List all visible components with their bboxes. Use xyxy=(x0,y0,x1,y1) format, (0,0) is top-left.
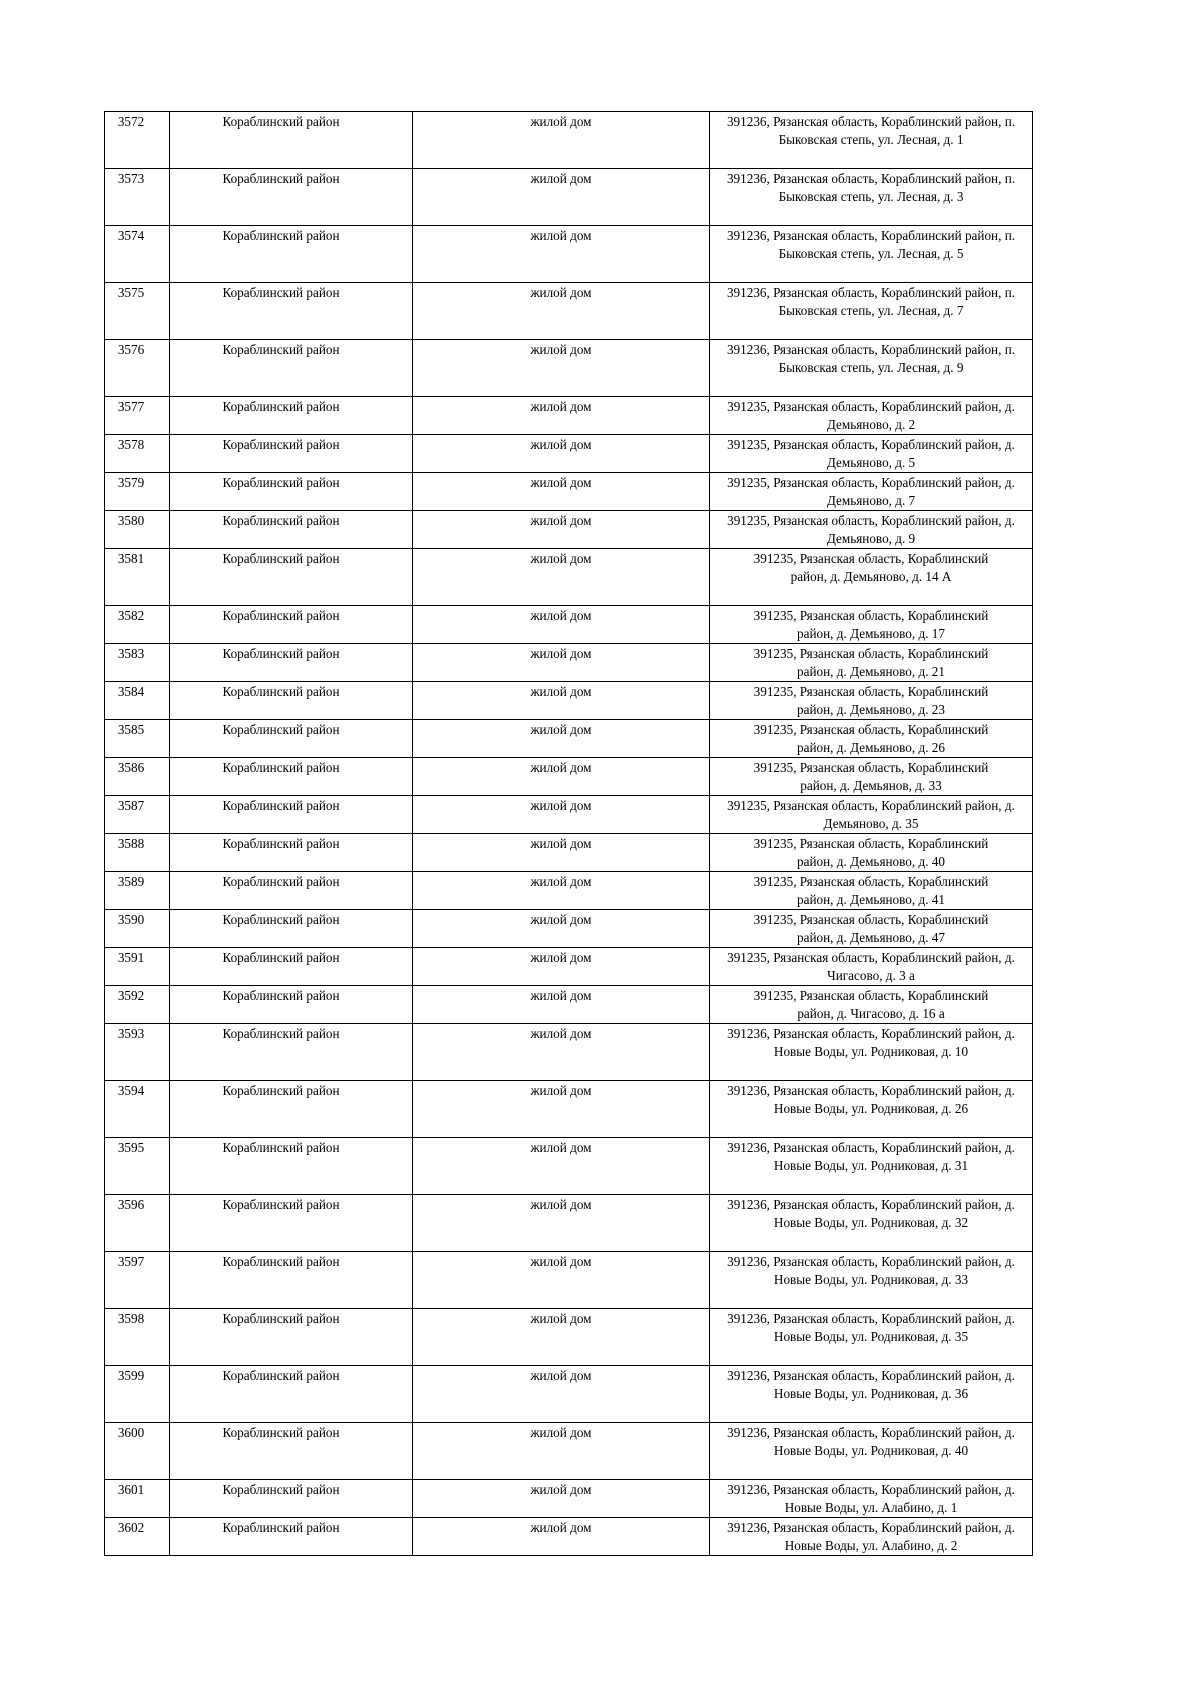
row-number xyxy=(105,872,170,910)
object-type-cell-text: жилой дом xyxy=(530,1425,592,1440)
row-number xyxy=(105,796,170,834)
object-type-cell xyxy=(413,1366,710,1423)
address-cell xyxy=(710,1138,1033,1195)
address-cell-text: 391236, Рязанская область, Кораблинский район, д. Новые Воды, ул. Родниковая, д. 35 xyxy=(727,1311,1015,1344)
object-type-cell-text: жилой дом xyxy=(530,988,592,1003)
row-number xyxy=(105,1480,170,1518)
object-type-cell xyxy=(413,682,710,720)
district-cell-text: Кораблинский район xyxy=(222,874,340,889)
object-type-cell-text: жилой дом xyxy=(530,684,592,699)
address-cell-text: 391235, Рязанская область, Кораблинский район, д. Демьяново, д. 21 xyxy=(753,646,989,679)
district-cell xyxy=(170,1024,413,1081)
address-cell-text: 391236, Рязанская область, Кораблинский район, д. Новые Воды, ул. Родниковая, д. 32 xyxy=(727,1197,1015,1230)
address-cell xyxy=(710,549,1033,606)
address-cell xyxy=(710,1480,1033,1518)
address-cell-text: 391235, Рязанская область, Кораблинский район, д. Демьяново, д. 41 xyxy=(753,874,989,907)
table-row xyxy=(105,397,1033,435)
object-type-cell-text: жилой дом xyxy=(530,342,592,357)
district-cell-text: Кораблинский район xyxy=(222,988,340,1003)
district-cell xyxy=(170,606,413,644)
district-cell xyxy=(170,435,413,473)
address-cell xyxy=(710,682,1033,720)
address-cell xyxy=(710,1309,1033,1366)
table-row xyxy=(105,834,1033,872)
row-number-text: 3580 xyxy=(117,513,145,528)
table-row xyxy=(105,796,1033,834)
row-number xyxy=(105,1081,170,1138)
address-cell xyxy=(710,340,1033,397)
address-cell xyxy=(710,435,1033,473)
row-number-text: 3586 xyxy=(117,760,145,775)
district-cell-text: Кораблинский район xyxy=(222,798,340,813)
address-cell-text: 391236, Рязанская область, Кораблинский район, п. Быковская степь, ул. Лесная, д. 7 xyxy=(726,285,1016,318)
row-number xyxy=(105,986,170,1024)
district-cell-text: Кораблинский район xyxy=(222,1254,340,1269)
row-number-text: 3596 xyxy=(117,1197,145,1212)
table-row xyxy=(105,986,1033,1024)
object-type-cell-text: жилой дом xyxy=(530,171,592,186)
row-number-text: 3594 xyxy=(117,1083,145,1098)
table-row xyxy=(105,606,1033,644)
row-number-text: 3581 xyxy=(117,551,145,566)
row-number xyxy=(105,1309,170,1366)
table-row xyxy=(105,1195,1033,1252)
object-type-cell xyxy=(413,644,710,682)
row-number xyxy=(105,511,170,549)
object-type-cell xyxy=(413,606,710,644)
address-cell-text: 391235, Рязанская область, Кораблинский район, д. Демьяново, д. 2 xyxy=(727,399,1015,432)
row-number-text: 3582 xyxy=(117,608,145,623)
district-cell xyxy=(170,948,413,986)
object-type-cell xyxy=(413,1309,710,1366)
district-cell xyxy=(170,682,413,720)
address-cell xyxy=(710,910,1033,948)
table-row xyxy=(105,473,1033,511)
district-cell xyxy=(170,511,413,549)
table-row xyxy=(105,758,1033,796)
district-cell xyxy=(170,1366,413,1423)
object-type-cell-text: жилой дом xyxy=(530,760,592,775)
object-type-cell xyxy=(413,758,710,796)
object-type-cell xyxy=(413,1195,710,1252)
address-cell-text: 391236, Рязанская область, Кораблинский район, д. Новые Воды, ул. Родниковая, д. 31 xyxy=(727,1140,1015,1173)
object-type-cell-text: жилой дом xyxy=(530,437,592,452)
table-row xyxy=(105,682,1033,720)
row-number-text: 3574 xyxy=(117,228,145,243)
object-type-cell xyxy=(413,435,710,473)
object-type-cell xyxy=(413,473,710,511)
district-cell-text: Кораблинский район xyxy=(222,646,340,661)
district-cell xyxy=(170,283,413,340)
object-type-cell xyxy=(413,340,710,397)
object-type-cell-text: жилой дом xyxy=(530,912,592,927)
row-number-text: 3598 xyxy=(117,1311,145,1326)
row-number-text: 3578 xyxy=(117,437,145,452)
table-row xyxy=(105,1423,1033,1480)
object-type-cell xyxy=(413,1252,710,1309)
address-cell-text: 391235, Рязанская область, Кораблинский район, д. Демьяново, д. 7 xyxy=(727,475,1015,508)
object-type-cell-text: жилой дом xyxy=(530,1026,592,1041)
district-cell xyxy=(170,1309,413,1366)
row-number xyxy=(105,112,170,169)
district-cell-text: Кораблинский район xyxy=(222,399,340,414)
object-type-cell-text: жилой дом xyxy=(530,475,592,490)
address-cell-text: 391235, Рязанская область, Кораблинский район, д. Демьяново, д. 40 xyxy=(753,836,989,869)
address-cell xyxy=(710,169,1033,226)
row-number xyxy=(105,549,170,606)
object-type-cell-text: жилой дом xyxy=(530,1311,592,1326)
object-type-cell-text: жилой дом xyxy=(530,285,592,300)
address-cell-text: 391235, Рязанская область, Кораблинский район, д. Демьяново, д. 23 xyxy=(753,684,989,717)
district-cell xyxy=(170,720,413,758)
address-cell-text: 391236, Рязанская область, Кораблинский район, д. Новые Воды, ул. Родниковая, д. 33 xyxy=(727,1254,1015,1287)
objects-table xyxy=(104,111,1033,1556)
row-number xyxy=(105,1252,170,1309)
table-row xyxy=(105,435,1033,473)
row-number-text: 3572 xyxy=(117,114,145,129)
district-cell-text: Кораблинский район xyxy=(222,608,340,623)
object-type-cell-text: жилой дом xyxy=(530,1140,592,1155)
district-cell-text: Кораблинский район xyxy=(222,114,340,129)
address-cell-text: 391236, Рязанская область, Кораблинский район, д. Новые Воды, ул. Алабино, д. 2 xyxy=(727,1520,1015,1553)
address-cell-text: 391235, Рязанская область, Кораблинский район, д. Демьяново, д. 17 xyxy=(753,608,989,641)
table-row xyxy=(105,910,1033,948)
address-cell xyxy=(710,1024,1033,1081)
object-type-cell-text: жилой дом xyxy=(530,798,592,813)
address-cell-text: 391236, Рязанская область, Кораблинский район, п. Быковская степь, ул. Лесная, д. 1 xyxy=(726,114,1016,147)
row-number-text: 3573 xyxy=(117,171,145,186)
address-cell-text: 391236, Рязанская область, Кораблинский район, д. Новые Воды, ул. Родниковая, д. 36 xyxy=(727,1368,1015,1401)
row-number xyxy=(105,1518,170,1556)
district-cell xyxy=(170,1423,413,1480)
district-cell xyxy=(170,112,413,169)
table-row xyxy=(105,549,1033,606)
district-cell xyxy=(170,1195,413,1252)
address-cell xyxy=(710,1252,1033,1309)
address-cell-text: 391235, Рязанская область, Кораблинский район, д. Демьяново, д. 5 xyxy=(727,437,1015,470)
address-cell xyxy=(710,397,1033,435)
district-cell xyxy=(170,986,413,1024)
row-number-text: 3579 xyxy=(117,475,145,490)
object-type-cell xyxy=(413,511,710,549)
object-type-cell xyxy=(413,720,710,758)
object-type-cell xyxy=(413,834,710,872)
row-number xyxy=(105,682,170,720)
address-cell xyxy=(710,1366,1033,1423)
object-type-cell-text: жилой дом xyxy=(530,836,592,851)
address-cell-text: 391236, Рязанская область, Кораблинский район, д. Новые Воды, ул. Родниковая, д. 26 xyxy=(727,1083,1015,1116)
object-type-cell-text: жилой дом xyxy=(530,1482,592,1497)
district-cell xyxy=(170,549,413,606)
table-row xyxy=(105,283,1033,340)
address-cell xyxy=(710,796,1033,834)
district-cell xyxy=(170,1081,413,1138)
table-row xyxy=(105,1252,1033,1309)
object-type-cell-text: жилой дом xyxy=(530,1368,592,1383)
address-cell xyxy=(710,948,1033,986)
row-number xyxy=(105,397,170,435)
row-number-text: 3590 xyxy=(117,912,145,927)
row-number xyxy=(105,910,170,948)
table-row xyxy=(105,948,1033,986)
table-row xyxy=(105,1024,1033,1081)
row-number-text: 3575 xyxy=(117,285,145,300)
row-number-text: 3592 xyxy=(117,988,145,1003)
row-number xyxy=(105,606,170,644)
district-cell-text: Кораблинский район xyxy=(222,1083,340,1098)
object-type-cell xyxy=(413,1081,710,1138)
address-cell-text: 391236, Рязанская область, Кораблинский район, п. Быковская степь, ул. Лесная, д. 9 xyxy=(726,342,1016,375)
address-cell xyxy=(710,283,1033,340)
object-type-cell xyxy=(413,283,710,340)
object-type-cell xyxy=(413,549,710,606)
object-type-cell-text: жилой дом xyxy=(530,1520,592,1535)
table-body xyxy=(105,112,1033,1556)
object-type-cell xyxy=(413,1024,710,1081)
row-number xyxy=(105,834,170,872)
address-cell-text: 391235, Рязанская область, Кораблинский район, д. Демьянов, д. 33 xyxy=(753,760,989,793)
object-type-cell-text: жилой дом xyxy=(530,513,592,528)
district-cell-text: Кораблинский район xyxy=(222,1425,340,1440)
district-cell xyxy=(170,1252,413,1309)
object-type-cell-text: жилой дом xyxy=(530,950,592,965)
address-cell xyxy=(710,112,1033,169)
address-cell-text: 391235, Рязанская область, Кораблинский район, д. Демьяново, д. 26 xyxy=(753,722,989,755)
district-cell-text: Кораблинский район xyxy=(222,684,340,699)
row-number-text: 3576 xyxy=(117,342,145,357)
table-row xyxy=(105,1138,1033,1195)
row-number-text: 3593 xyxy=(117,1026,145,1041)
row-number xyxy=(105,644,170,682)
object-type-cell-text: жилой дом xyxy=(530,608,592,623)
district-cell xyxy=(170,758,413,796)
address-cell-text: 391236, Рязанская область, Кораблинский район, д. Новые Воды, ул. Алабино, д. 1 xyxy=(727,1482,1015,1515)
row-number-text: 3577 xyxy=(117,399,145,414)
row-number-text: 3599 xyxy=(117,1368,145,1383)
district-cell xyxy=(170,340,413,397)
row-number xyxy=(105,1195,170,1252)
district-cell xyxy=(170,910,413,948)
object-type-cell-text: жилой дом xyxy=(530,399,592,414)
object-type-cell-text: жилой дом xyxy=(530,874,592,889)
row-number xyxy=(105,283,170,340)
address-cell xyxy=(710,1195,1033,1252)
object-type-cell xyxy=(413,169,710,226)
row-number-text: 3587 xyxy=(117,798,145,813)
row-number-text: 3601 xyxy=(117,1482,145,1497)
row-number xyxy=(105,473,170,511)
address-cell xyxy=(710,606,1033,644)
district-cell-text: Кораблинский район xyxy=(222,342,340,357)
row-number xyxy=(105,169,170,226)
object-type-cell-text: жилой дом xyxy=(530,646,592,661)
row-number-text: 3583 xyxy=(117,646,145,661)
district-cell xyxy=(170,473,413,511)
address-cell xyxy=(710,1518,1033,1556)
district-cell-text: Кораблинский район xyxy=(222,1197,340,1212)
address-cell-text: 391235, Рязанская область, Кораблинский район, д. Демьяново, д. 14 А xyxy=(753,551,989,584)
district-cell-text: Кораблинский район xyxy=(222,1311,340,1326)
table-row xyxy=(105,1309,1033,1366)
object-type-cell xyxy=(413,910,710,948)
district-cell-text: Кораблинский район xyxy=(222,475,340,490)
object-type-cell-text: жилой дом xyxy=(530,1254,592,1269)
district-cell xyxy=(170,872,413,910)
object-type-cell xyxy=(413,986,710,1024)
row-number-text: 3602 xyxy=(117,1520,145,1535)
object-type-cell xyxy=(413,796,710,834)
object-type-cell xyxy=(413,397,710,435)
district-cell xyxy=(170,796,413,834)
row-number xyxy=(105,1423,170,1480)
district-cell-text: Кораблинский район xyxy=(222,912,340,927)
object-type-cell xyxy=(413,1138,710,1195)
district-cell-text: Кораблинский район xyxy=(222,1140,340,1155)
table-row xyxy=(105,226,1033,283)
row-number-text: 3588 xyxy=(117,836,145,851)
address-cell-text: 391236, Рязанская область, Кораблинский район, д. Новые Воды, ул. Родниковая, д. 40 xyxy=(727,1425,1015,1458)
object-type-cell xyxy=(413,1518,710,1556)
district-cell-text: Кораблинский район xyxy=(222,1482,340,1497)
table-row xyxy=(105,169,1033,226)
row-number xyxy=(105,1366,170,1423)
object-type-cell xyxy=(413,872,710,910)
district-cell-text: Кораблинский район xyxy=(222,285,340,300)
district-cell xyxy=(170,169,413,226)
address-cell xyxy=(710,644,1033,682)
district-cell-text: Кораблинский район xyxy=(222,437,340,452)
row-number xyxy=(105,435,170,473)
address-cell-text: 391236, Рязанская область, Кораблинский район, п. Быковская степь, ул. Лесная, д. 5 xyxy=(726,228,1016,261)
object-type-cell-text: жилой дом xyxy=(530,1197,592,1212)
table-row xyxy=(105,340,1033,397)
district-cell xyxy=(170,226,413,283)
district-cell-text: Кораблинский район xyxy=(222,551,340,566)
table-row xyxy=(105,1366,1033,1423)
row-number xyxy=(105,720,170,758)
district-cell-text: Кораблинский район xyxy=(222,950,340,965)
row-number xyxy=(105,1138,170,1195)
address-cell xyxy=(710,511,1033,549)
address-cell xyxy=(710,986,1033,1024)
row-number-text: 3584 xyxy=(117,684,145,699)
district-cell xyxy=(170,1518,413,1556)
object-type-cell-text: жилой дом xyxy=(530,551,592,566)
row-number xyxy=(105,758,170,796)
address-cell-text: 391236, Рязанская область, Кораблинский район, п. Быковская степь, ул. Лесная, д. 3 xyxy=(726,171,1016,204)
district-cell-text: Кораблинский район xyxy=(222,722,340,737)
object-type-cell-text: жилой дом xyxy=(530,228,592,243)
address-cell xyxy=(710,1081,1033,1138)
table-row xyxy=(105,511,1033,549)
address-cell-text: 391236, Рязанская область, Кораблинский район, д. Новые Воды, ул. Родниковая, д. 10 xyxy=(727,1026,1015,1059)
district-cell xyxy=(170,1138,413,1195)
row-number-text: 3600 xyxy=(117,1425,145,1440)
address-cell xyxy=(710,226,1033,283)
address-cell xyxy=(710,834,1033,872)
row-number-text: 3591 xyxy=(117,950,145,965)
district-cell-text: Кораблинский район xyxy=(222,228,340,243)
object-type-cell xyxy=(413,112,710,169)
object-type-cell-text: жилой дом xyxy=(530,114,592,129)
address-cell xyxy=(710,872,1033,910)
address-cell-text: 391235, Рязанская область, Кораблинский район, д. Чигасово, д. 3 а xyxy=(727,950,1015,983)
table-row xyxy=(105,112,1033,169)
row-number xyxy=(105,1024,170,1081)
table-row xyxy=(105,644,1033,682)
district-cell-text: Кораблинский район xyxy=(222,1368,340,1383)
district-cell-text: Кораблинский район xyxy=(222,513,340,528)
row-number-text: 3595 xyxy=(117,1140,145,1155)
row-number xyxy=(105,948,170,986)
district-cell-text: Кораблинский район xyxy=(222,836,340,851)
table-row xyxy=(105,1081,1033,1138)
district-cell-text: Кораблинский район xyxy=(222,171,340,186)
address-cell-text: 391235, Рязанская область, Кораблинский район, д. Демьяново, д. 47 xyxy=(753,912,989,945)
district-cell-text: Кораблинский район xyxy=(222,1520,340,1535)
address-cell xyxy=(710,1423,1033,1480)
object-type-cell-text: жилой дом xyxy=(530,722,592,737)
address-cell xyxy=(710,720,1033,758)
row-number-text: 3585 xyxy=(117,722,145,737)
row-number xyxy=(105,226,170,283)
object-type-cell xyxy=(413,1423,710,1480)
district-cell-text: Кораблинский район xyxy=(222,760,340,775)
address-cell-text: 391235, Рязанская область, Кораблинский район, д. Демьяново, д. 35 xyxy=(727,798,1015,831)
table-row xyxy=(105,872,1033,910)
address-cell-text: 391235, Рязанская область, Кораблинский район, д. Демьяново, д. 9 xyxy=(727,513,1015,546)
object-type-cell xyxy=(413,226,710,283)
row-number-text: 3589 xyxy=(117,874,145,889)
table-row xyxy=(105,720,1033,758)
district-cell xyxy=(170,834,413,872)
district-cell xyxy=(170,644,413,682)
address-cell-text: 391235, Рязанская область, Кораблинский район, д. Чигасово, д. 16 а xyxy=(753,988,989,1021)
table-row xyxy=(105,1518,1033,1556)
table-row xyxy=(105,1480,1033,1518)
district-cell-text: Кораблинский район xyxy=(222,1026,340,1041)
row-number xyxy=(105,340,170,397)
address-cell xyxy=(710,473,1033,511)
address-cell xyxy=(710,758,1033,796)
object-type-cell-text: жилой дом xyxy=(530,1083,592,1098)
district-cell xyxy=(170,397,413,435)
district-cell xyxy=(170,1480,413,1518)
object-type-cell xyxy=(413,948,710,986)
row-number-text: 3597 xyxy=(117,1254,145,1269)
object-type-cell xyxy=(413,1480,710,1518)
